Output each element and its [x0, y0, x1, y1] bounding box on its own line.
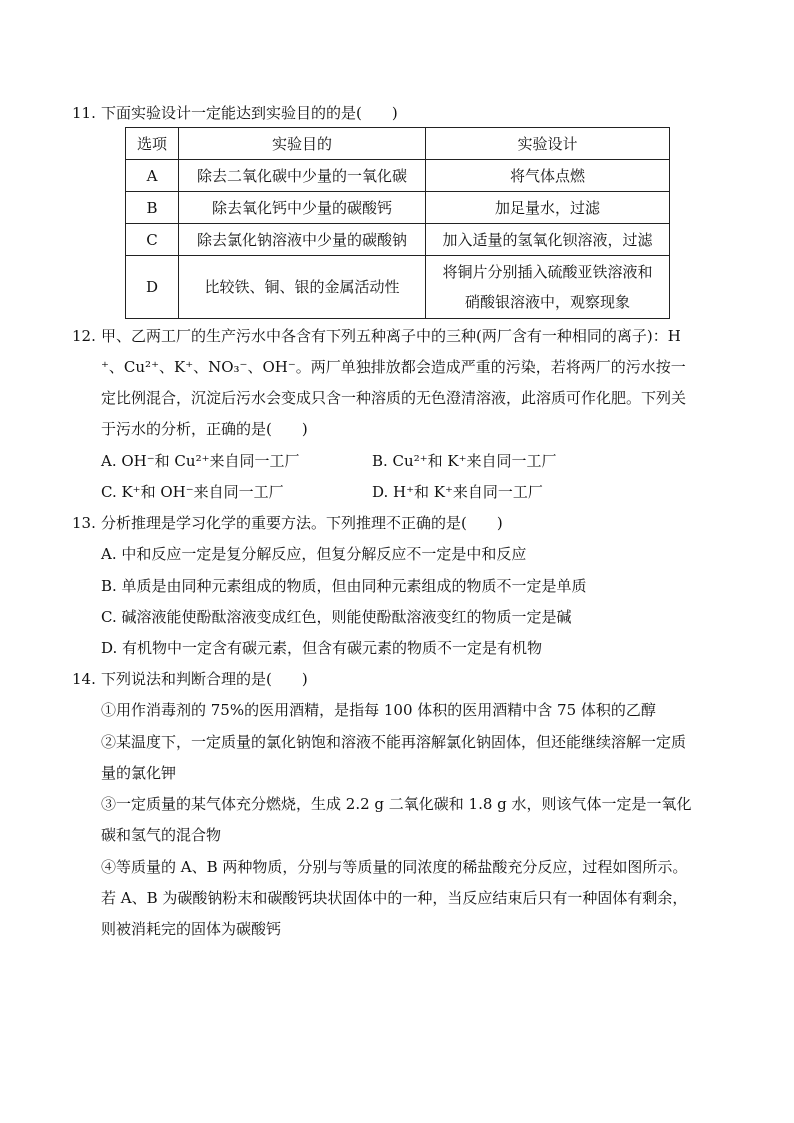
q14-statement-4-line2: 若 A、B 为碳酸钠粉末和碳酸钙块状固体中的一种，当反应结束后只有一种固体有剩余， [101, 889, 688, 907]
row-option: D [126, 256, 179, 319]
q11-stem: 下面实验设计一定能达到实验目的的是( ) [101, 104, 398, 122]
q12-option-c: C. K⁺和 OH⁻来自同一工厂 [101, 483, 284, 501]
row-design: 加足量水，过滤 [426, 192, 670, 224]
q14-statement-2-line2: 量的氯化钾 [101, 764, 177, 782]
table-header-purpose: 实验目的 [179, 128, 426, 160]
q14-statement-4-line3: 则被消耗完的固体为碳酸钙 [101, 920, 282, 938]
row-option: C [126, 224, 179, 256]
q13-number: 13. [72, 514, 96, 532]
q14-number: 14. [72, 670, 96, 688]
q12-number: 12. [72, 327, 96, 345]
q14-statement-3-line2: 碳和氢气的混合物 [101, 826, 222, 844]
q12-option-d: D. H⁺和 K⁺来自同一工厂 [372, 483, 543, 501]
row-purpose: 除去氧化钙中少量的碳酸钙 [179, 192, 426, 224]
experiment-table [125, 127, 670, 319]
row-design-line2: 硝酸银溶液中，观察现象 [464, 293, 630, 311]
table-header-design: 实验设计 [426, 128, 670, 160]
q13-option-a: A. 中和反应一定是复分解反应，但复分解反应不一定是中和反应 [101, 545, 527, 563]
table-row [126, 224, 670, 256]
table-row [126, 192, 670, 224]
q14-statement-1: ①用作消毒剂的 75%的医用酒精，是指每 100 体积的医用酒精中含 75 体积的乙醇 [101, 701, 656, 719]
q12-line4: 于污水的分析，正确的是( ) [101, 420, 308, 438]
q14-statement-4-line1: ④等质量的 A、B 两种物质，分别与等质量的同浓度的稀盐酸充分反应，过程如图所示。 [101, 858, 688, 876]
row-design [426, 256, 670, 319]
row-design: 将气体点燃 [426, 160, 670, 192]
q14-statement-2-line1: ②某温度下，一定质量的氯化钠饱和溶液不能再溶解氯化钠固体，但还能继续溶解一定质 [101, 733, 687, 751]
q14-statement-3-line1: ③一定质量的某气体充分燃烧，生成 2.2 g 二氧化碳和 1.8 g 水，则该气体一定是一氧化 [101, 795, 692, 813]
q14-stem: 下列说法和判断合理的是( ) [101, 670, 308, 688]
row-purpose: 除去氯化钠溶液中少量的碳酸钠 [179, 224, 426, 256]
q12-line1: 甲、乙两工厂的生产污水中各含有下列五种离子中的三种(两厂含有一种相同的离子)：H [101, 327, 681, 345]
q13-option-d: D. 有机物中一定含有碳元素，但含有碳元素的物质不一定是有机物 [101, 639, 543, 657]
row-purpose: 比较铁、铜、银的金属活动性 [179, 256, 426, 319]
q12-line3: 定比例混合，沉淀后污水会变成只含一种溶质的无色澄清溶液，此溶质可作化肥。下列关 [101, 389, 687, 407]
row-option: A [126, 160, 179, 192]
q13-stem: 分析推理是学习化学的重要方法。下列推理不正确的是( ) [101, 514, 503, 532]
table-header-option: 选项 [126, 128, 179, 160]
q12-line2: ⁺、Cu²⁺、K⁺、NO₃⁻、OH⁻。两厂单独排放都会造成严重的污染，若将两厂的污水按一 [101, 358, 686, 376]
table-header-row [126, 128, 670, 160]
q13-option-c: C. 碱溶液能使酚酞溶液变成红色，则能使酚酞溶液变红的物质一定是碱 [101, 608, 572, 626]
q13-option-b: B. 单质是由同种元素组成的物质，但由同种元素组成的物质不一定是单质 [101, 577, 587, 595]
table-row [126, 256, 670, 319]
row-design-line1: 将铜片分别插入硫酸亚铁溶液和 [442, 263, 653, 281]
q12-option-a: A. OH⁻和 Cu²⁺来自同一工厂 [101, 452, 300, 470]
q11-number: 11. [72, 104, 96, 122]
table-row [126, 160, 670, 192]
q12-option-b: B. Cu²⁺和 K⁺来自同一工厂 [372, 452, 557, 470]
row-purpose: 除去二氧化碳中少量的一氧化碳 [179, 160, 426, 192]
row-option: B [126, 192, 179, 224]
row-design: 加入适量的氢氧化钡溶液，过滤 [426, 224, 670, 256]
